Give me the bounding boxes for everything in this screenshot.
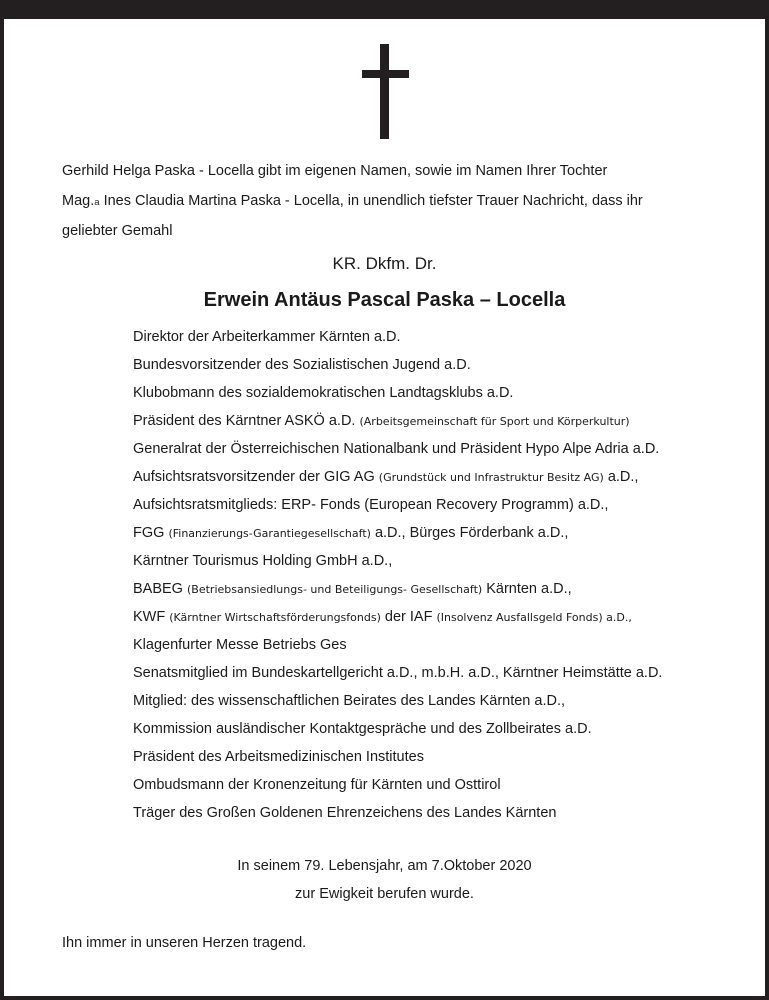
role-item: Präsident des Kärntner ASKÖ a.D. (Arbeitsgemeinschaft für Sport und Körperkultur) bbox=[133, 413, 630, 429]
role-item: Klubobmann des sozialdemokratischen Landtagsklubs a.D. bbox=[133, 385, 514, 401]
border-right bbox=[765, 0, 769, 1000]
border-bottom bbox=[0, 996, 769, 1000]
role-item: Ombudsmann der Kronenzeitung für Kärnten und Osttirol bbox=[133, 777, 501, 793]
role-item: Träger des Großen Goldenen Ehrenzeichens des Landes Kärnten bbox=[133, 805, 557, 821]
role-item: KWF (Kärntner Wirtschaftsförderungsfonds) der IAF (Insolvenz Ausfallsgeld Fonds) a.D., bbox=[133, 609, 632, 625]
role-item: Aufsichtsratsmitglieds: ERP- Fonds (European Recovery Programm) a.D., bbox=[133, 497, 609, 513]
deceased-name: Erwein Antäus Pascal Paska – Locella bbox=[203, 289, 566, 311]
role-item: Mitglied: des wissenschaftlichen Beirates des Landes Kärnten a.D., bbox=[133, 693, 566, 709]
role-item: BABEG (Betriebsansiedlungs- und Beteiligungs- Gesellschaft) Kärnten a.D., bbox=[133, 581, 572, 597]
role-item: Kommission ausländischer Kontaktgespräche und des Zollbeirates a.D. bbox=[133, 721, 592, 737]
role-item: Direktor der Arbeiterkammer Kärnten a.D. bbox=[133, 329, 401, 345]
border-left bbox=[0, 0, 4, 1000]
role-item: Senatsmitglied im Bundeskartellgericht a.D., m.b.H. a.D., Kärntner Heimstätte a.D. bbox=[133, 665, 663, 681]
deceased-title: KR. Dkfm. Dr. bbox=[332, 254, 437, 273]
intro-line-2: Mag.a Ines Claudia Martina Paska - Locella, in unendlich tiefster Trauer Nachricht, dass ihr bbox=[62, 193, 643, 209]
border-top bbox=[0, 0, 769, 19]
role-item: Präsident des Arbeitsmedizinischen Institutes bbox=[133, 749, 424, 765]
death-line-1: In seinem 79. Lebensjahr, am 7.Oktober 2020 bbox=[237, 858, 532, 874]
closing-line: Ihn immer in unseren Herzen tragend. bbox=[62, 935, 307, 951]
death-line-2: zur Ewigkeit berufen wurde. bbox=[295, 886, 474, 902]
role-item: Klagenfurter Messe Betriebs Ges bbox=[133, 637, 347, 653]
intro-line-1: Gerhild Helga Paska - Locella gibt im eigenen Namen, sowie im Namen Ihrer Tochter bbox=[62, 163, 608, 179]
role-item: FGG (Finanzierungs-Garantiegesellschaft) a.D., Bürges Förderbank a.D., bbox=[133, 525, 569, 541]
role-item: Bundesvorsitzender des Sozialistischen Jugend a.D. bbox=[133, 357, 471, 373]
intro-line-3: geliebter Gemahl bbox=[62, 223, 173, 239]
role-item: Generalrat der Österreichischen Nationalbank und Präsident Hypo Alpe Adria a.D. bbox=[133, 441, 660, 457]
role-item: Kärntner Tourismus Holding GmbH a.D., bbox=[133, 553, 393, 569]
role-item: Aufsichtsratsvorsitzender der GIG AG (Grundstück und Infrastruktur Besitz AG) a.D., bbox=[133, 469, 639, 485]
